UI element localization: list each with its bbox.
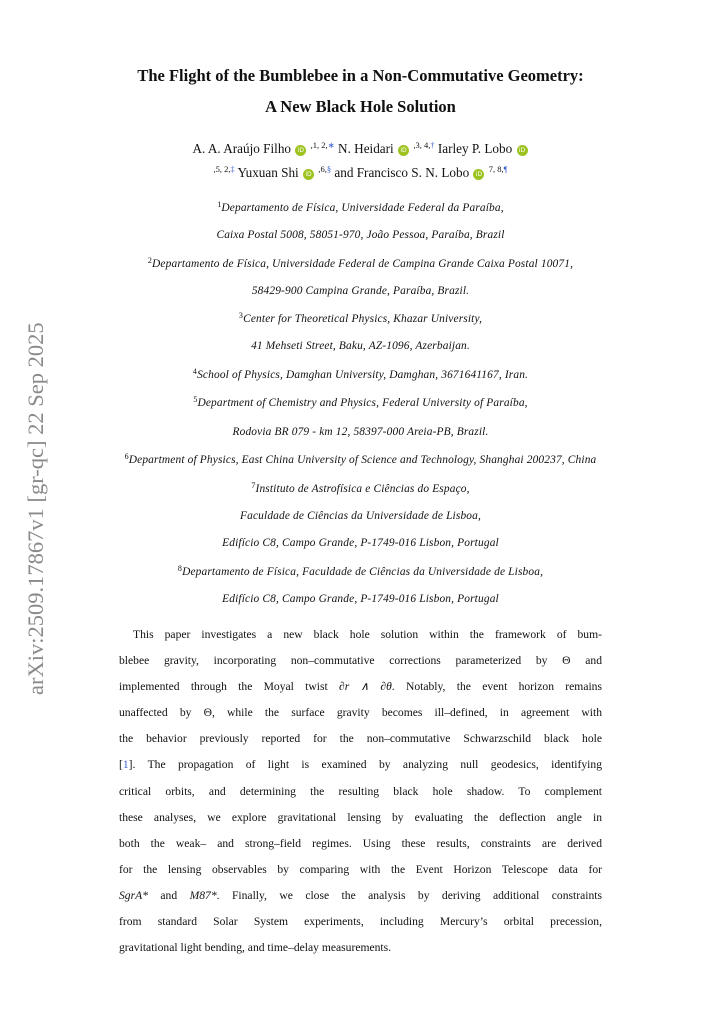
affiliation-line: Faculdade de Ciências da Universidade de Lisboa,	[240, 510, 481, 522]
author-list-line-1	[0, 141, 721, 157]
footnote-mark-link[interactable]: ‡	[230, 164, 235, 174]
orcid-icon[interactable]: iD	[517, 145, 528, 156]
affiliation-line: $^1$Departamento de Física, Universidade Federal da Paraíba,	[217, 200, 504, 214]
abstract-line: both the weak– and strong–field regimes. Using these results, constraints are derived	[119, 836, 602, 850]
abstract-line: the behavior previously reported for the non–commutative Schwarzschild black hole	[119, 732, 602, 746]
abstract-line: blebee gravity, incorporating non–commutative corrections parameterized by Θ and	[119, 654, 602, 668]
author-connector: and	[334, 165, 354, 180]
arxiv-identifier: arXiv:2509.17867v1 [gr-qc] 22 Sep 2025	[23, 322, 48, 695]
citation-link[interactable]: 1	[122, 758, 129, 772]
abstract-line: gravitational light bending, and time–delay measurements.	[119, 941, 392, 955]
footnote-mark-link[interactable]: †	[430, 140, 435, 150]
affiliation-line: 58429-900 Campina Grande, Paraíba, Brazil.	[251, 285, 470, 297]
affiliation-line: $^2$Departamento de Física, Universidade Federal de Campina Grande Caixa Postal 10071,	[147, 256, 574, 270]
affiliation-line: $^5$Department of Chemistry and Physics, Federal University of Paraíba,	[193, 395, 528, 409]
m87-math: M87*	[189, 888, 217, 902]
author-araujo-filho: A. A. Araújo Filho	[192, 141, 292, 156]
affiliation-line: Caixa Postal 5008, 58051-970, João Pessoa, Paraíba, Brazil	[216, 229, 505, 241]
affiliation-line: 41 Mehseti Street, Baku, AZ-1096, Azerbaijan.	[251, 340, 470, 352]
affiliation-line: Edifício C8, Campo Grande, P-1749-016 Lisbon, Portugal	[222, 537, 499, 549]
affiliation-line: $^6$Department of Physics, East China University of Science and Technology, Shanghai 200237, China	[124, 452, 597, 466]
affiliation-line: Edifício C8, Campo Grande, P-1749-016 Lisbon, Portugal	[222, 593, 499, 605]
author-list-line-2	[0, 165, 721, 181]
sgra-math: SgrA*	[119, 888, 148, 902]
abstract	[119, 622, 602, 961]
orcid-icon[interactable]: iD	[398, 145, 409, 156]
abstract-line: unaffected by Θ, while the surface gravity becomes ill–defined, in agreement with	[119, 706, 602, 720]
author-francisco-lobo: Francisco S. N. Lobo	[356, 165, 470, 180]
affiliation-line: Rodovia BR 079 - km 12, 58397-000 Areia-PB, Brazil.	[232, 426, 489, 438]
author-heidari: N. Heidari	[338, 141, 394, 156]
abstract-line: implemented through the Moyal twist ∂r ∧ ∂θ. Notably, the event horizon remains	[119, 680, 602, 694]
affiliation-line: $^3$Center for Theoretical Physics, Khazar University,	[238, 311, 483, 325]
orcid-icon[interactable]: iD	[473, 169, 484, 180]
moyal-twist-math: ∂r ∧ ∂θ	[339, 680, 392, 694]
orcid-icon[interactable]: iD	[303, 169, 314, 180]
author-affiliation-sup: 7, 8,¶	[488, 164, 508, 174]
footnote-mark-link[interactable]: ∗	[327, 140, 335, 150]
paper-title-line-2: A New Black Hole Solution	[265, 97, 456, 116]
abstract-line: [1]. The propagation of light is examined by analyzing null geodesics, identifying	[119, 758, 602, 772]
footnote-mark-link[interactable]: §	[326, 164, 332, 174]
affiliation-line: $^7$Instituto de Astrofísica e Ciências do Espaço,	[251, 481, 470, 495]
author-yuxuan-shi: Yuxuan Shi	[237, 165, 299, 180]
orcid-icon[interactable]: iD	[295, 145, 306, 156]
affiliation-line: $^4$School of Physics, Damghan University, Damghan, 3671641167, Iran.	[192, 367, 529, 381]
author-affiliation-sup: ,1, 2,∗	[310, 140, 335, 150]
abstract-line: these analyses, we explore gravitational lensing by evaluating the deflection angle in	[119, 810, 602, 824]
author-iarley-lobo: Iarley P. Lobo	[437, 141, 513, 156]
abstract-line: from standard Solar System experiments, including Mercury’s orbital precession,	[119, 915, 602, 929]
author-affiliation-sup: ,3, 4,†	[413, 140, 435, 150]
author-affiliation-sup: ,6,§	[318, 164, 332, 174]
author-affiliation-sup: ,5, 2,‡	[213, 164, 235, 174]
abstract-line: critical orbits, and determining the resulting black hole shadow. To complement	[119, 784, 602, 798]
abstract-line: SgrA* and M87*. Finally, we close the analysis by deriving additional constraints	[119, 888, 602, 902]
abstract-line: This paper investigates a new black hole solution within the framework of bum-	[133, 628, 602, 641]
footnote-mark-link[interactable]: ¶	[503, 164, 508, 174]
paper-title-line-1: The Flight of the Bumblebee in a Non-Commutative Geometry:	[137, 66, 584, 85]
affiliation-line: $^8$Departamento de Física, Faculdade de Ciências da Universidade de Lisboa,	[177, 564, 544, 578]
abstract-line: for the lensing observables by comparing with the Event Horizon Telescope data for	[119, 862, 602, 876]
